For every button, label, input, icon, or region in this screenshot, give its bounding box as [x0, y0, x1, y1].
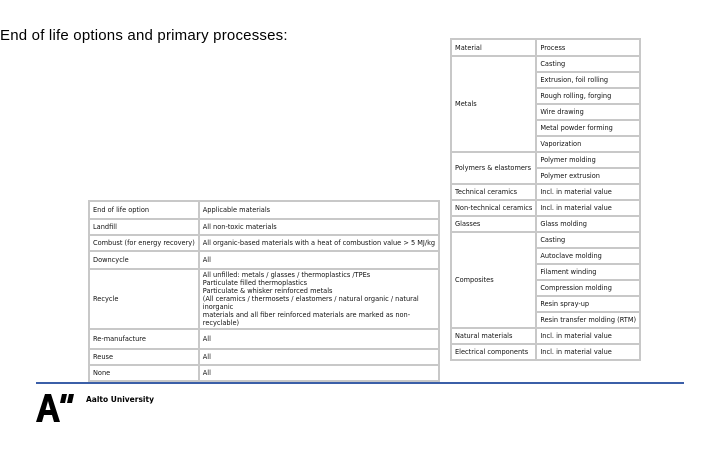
header-cell: Material	[452, 40, 535, 55]
process-cell: Incl. in material value	[537, 185, 639, 199]
aalto-logo-icon	[36, 394, 76, 422]
process-cell: Autoclave molding	[537, 249, 639, 263]
materials-line: (All ceramics / thermosets / elastomers / natural organic / natural inorganic	[202, 295, 419, 311]
materials-cell	[200, 270, 438, 328]
eol-option-cell: Recycle	[90, 270, 198, 328]
material-cell: Non-technical ceramics	[452, 201, 535, 215]
table-row	[452, 185, 639, 199]
header-cell: Process	[537, 40, 639, 55]
material-cell: Technical ceramics	[452, 185, 535, 199]
process-cell: Incl. in material value	[537, 201, 639, 215]
table-row	[90, 270, 438, 328]
process-cell: Metal powder forming	[537, 121, 639, 135]
process-cell: Glass molding	[537, 217, 639, 231]
process-cell: Rough rolling, forging	[537, 89, 639, 103]
table-row	[452, 57, 639, 71]
material-cell: Natural materials	[452, 329, 535, 343]
materials-line: All unfilled: metals / glasses / thermoplastics /TPEs	[202, 271, 371, 279]
eol-option-cell: Combust (for energy recovery)	[90, 236, 198, 250]
material-cell: Metals	[452, 57, 535, 151]
table-row	[452, 217, 639, 231]
process-cell: Incl. in material value	[537, 345, 639, 359]
table-header-row	[452, 40, 639, 55]
eol-option-cell: None	[90, 366, 198, 380]
slide-title: End of life options and primary processes:	[0, 27, 288, 44]
materials-cell: All non-toxic materials	[200, 220, 438, 234]
process-cell: Extrusion, foil rolling	[537, 73, 639, 87]
process-cell: Polymer molding	[537, 153, 639, 167]
process-cell: Casting	[537, 233, 639, 247]
process-cell: Vaporization	[537, 137, 639, 151]
table-row	[90, 330, 438, 348]
materials-line: Particulate filled thermoplastics	[202, 279, 308, 287]
table-row	[90, 350, 438, 364]
process-cell: Compression molding	[537, 281, 639, 295]
process-cell: Incl. in material value	[537, 329, 639, 343]
table-row	[452, 329, 639, 343]
materials-cell: All	[200, 330, 438, 348]
table-row	[90, 220, 438, 234]
eol-option-cell: Re-manufacture	[90, 330, 198, 348]
end-of-life-table	[88, 200, 440, 382]
materials-line: Particulate & whisker reinforced metals	[202, 287, 333, 295]
table-row	[452, 153, 639, 167]
footer-divider	[36, 382, 684, 384]
process-cell: Casting	[537, 57, 639, 71]
header-cell: Applicable materials	[200, 202, 438, 218]
materials-cell: All organic-based materials with a heat of combustion value > 5 MJ/kg	[200, 236, 438, 250]
table-row	[452, 345, 639, 359]
materials-cell: All	[200, 350, 438, 364]
process-cell: Filament winding	[537, 265, 639, 279]
footer-org-name: Aalto University	[86, 395, 154, 404]
material-cell: Polymers & elastomers	[452, 153, 535, 183]
table-row	[90, 366, 438, 380]
eol-option-cell: Reuse	[90, 350, 198, 364]
material-cell: Composites	[452, 233, 535, 327]
header-cell: End of life option	[90, 202, 198, 218]
table-header-row	[90, 202, 438, 218]
materials-cell: All	[200, 366, 438, 380]
table-row	[90, 236, 438, 250]
eol-option-cell: Downcycle	[90, 252, 198, 268]
table-row	[452, 201, 639, 215]
process-cell: Resin transfer molding (RTM)	[537, 313, 639, 327]
eol-option-cell: Landfill	[90, 220, 198, 234]
material-cell: Electrical components	[452, 345, 535, 359]
process-cell: Polymer extrusion	[537, 169, 639, 183]
process-cell: Wire drawing	[537, 105, 639, 119]
materials-line: materials and all fiber reinforced materials are marked as non-recyclable)	[202, 311, 411, 327]
table-row	[452, 233, 639, 247]
table-row	[90, 252, 438, 268]
material-cell: Glasses	[452, 217, 535, 231]
process-cell: Resin spray-up	[537, 297, 639, 311]
materials-cell: All	[200, 252, 438, 268]
primary-process-table	[450, 38, 641, 361]
